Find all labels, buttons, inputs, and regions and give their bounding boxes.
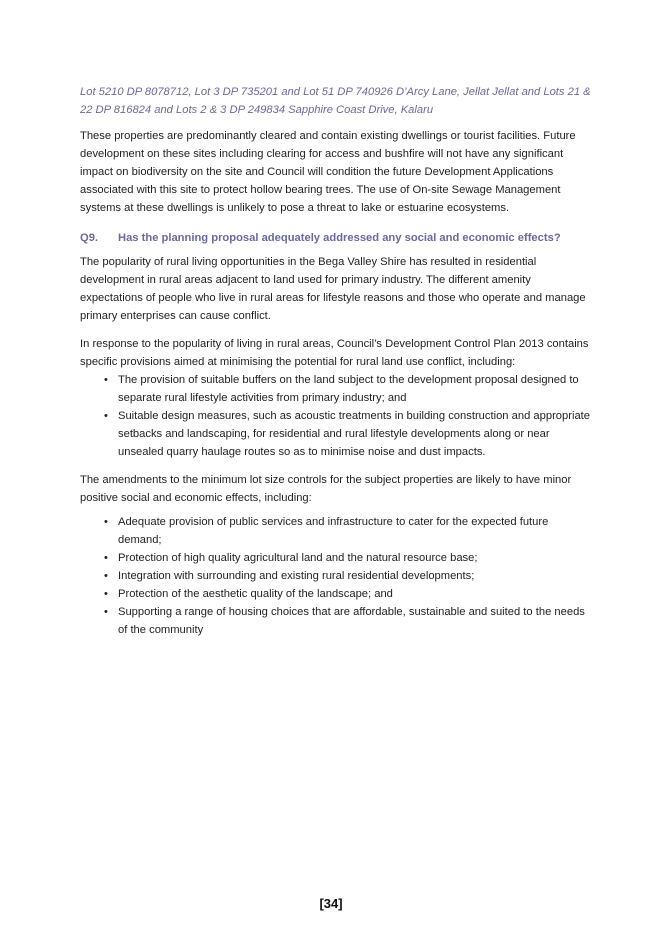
list-item-text: Adequate provision of public services and infrastructure to cater for the expected future demand; <box>118 516 549 546</box>
provisions-list <box>80 371 592 461</box>
list-item-text: The provision of suitable buffers on the land subject to the development proposal designed to separate rural lifestyle activities from primary industry; and <box>118 374 579 404</box>
question-number: Q9. <box>80 232 99 244</box>
list-item <box>80 567 592 585</box>
question-heading <box>80 229 592 247</box>
paragraph-effects: The amendments to the minimum lot size controls for the subject properties are likely to have minor positive social and economic effects, including: <box>80 474 572 504</box>
list-item <box>80 549 592 567</box>
bullet-icon: • <box>104 606 108 618</box>
list-item-text: Protection of the aesthetic quality of the landscape; and <box>118 588 393 600</box>
paragraph-biodiversity: These properties are predominantly cleared and contain existing dwellings or tourist facilities. Future development on these sites including clearing for access and bushfire will not have any significant impact on biodiversity on the site and Council will condition the future Development Applications associated with this site to protect hollow bearing trees. The use of On-site Sewage Management systems at these dwellings is unlikely to pose a threat to lake or estuarine ecosystems. <box>80 130 576 214</box>
bullet-icon: • <box>104 588 108 600</box>
site-heading: Lot 5210 DP 8078712, Lot 3 DP 735201 and Lot 51 DP 740926 D’Arcy Lane, Jellat Jellat and Lots 21 & 22 DP 816824 and Lots 2 & 3 DP 249834 Sapphire Coast Drive, Kalaru <box>80 86 591 116</box>
list-item-text: Suitable design measures, such as acoustic treatments in building construction and appropriate setbacks and landscaping, for residential and rural lifestyle developments along or near unsealed quarry haulage routes so as to minimise noise and dust impacts. <box>118 410 591 458</box>
bullet-icon: • <box>104 516 108 528</box>
list-item-text: Integration with surrounding and existing rural residential developments; <box>118 570 475 582</box>
effects-list <box>80 513 592 639</box>
list-item-text: Protection of high quality agricultural land and the natural resource base; <box>118 552 478 564</box>
list-item <box>80 513 592 549</box>
list-item <box>80 407 592 461</box>
page-number: [34] <box>319 896 343 911</box>
bullet-icon: • <box>104 410 108 422</box>
bullet-icon: • <box>104 374 108 386</box>
list-item <box>80 603 592 639</box>
list-item <box>80 585 592 603</box>
list-item-text: Supporting a range of housing choices that are affordable, sustainable and suited to the needs of the community <box>118 606 585 636</box>
bullet-icon: • <box>104 570 108 582</box>
bullet-icon: • <box>104 552 108 564</box>
question-text: Has the planning proposal adequately addressed any social and economic effects? <box>118 232 561 244</box>
list-item <box>80 371 592 407</box>
paragraph-rural-living: The popularity of rural living opportunities in the Bega Valley Shire has resulted in residential development in rural areas adjacent to land used for primary industry. The different amenity expectations of people who live in rural areas for lifestyle reasons and those who operate and manage primary enterprises can cause conflict. <box>80 256 586 322</box>
paragraph-dcp-provisions: In response to the popularity of living in rural areas, Council’s Development Control Plan 2013 contains specific provisions aimed at minimising the potential for rural land use conflict, including: <box>80 338 589 368</box>
